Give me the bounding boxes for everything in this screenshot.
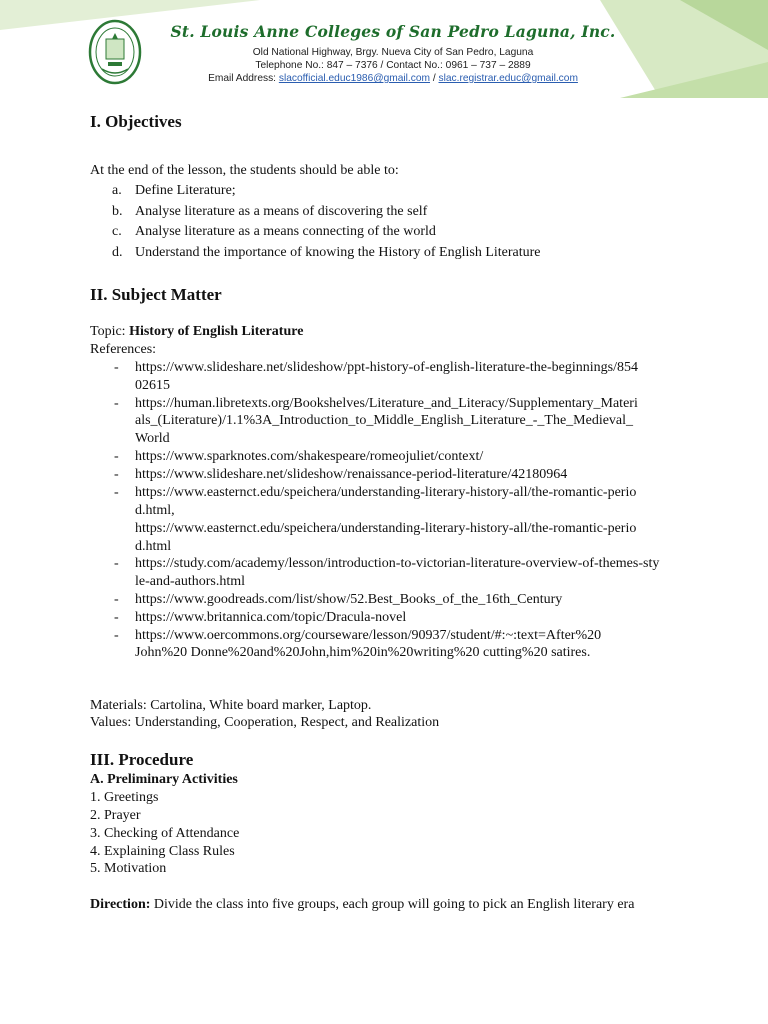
objective-marker: c. bbox=[112, 224, 122, 239]
reference-link-continued[interactable]: https://www.easternct.edu/speichera/understanding-literary-history-all/the-romantic-perio bbox=[135, 521, 637, 536]
email-link-official[interactable]: slacofficial.educ1986@gmail.com bbox=[278, 73, 430, 84]
reference-bullet: - bbox=[114, 449, 119, 464]
topic-line bbox=[90, 323, 303, 341]
letterhead bbox=[0, 0, 768, 98]
objective-text: Understand the importance of knowing the History of English Literature bbox=[135, 245, 541, 260]
reference-link-continued[interactable]: d.html, bbox=[135, 503, 175, 518]
reference-link-continued[interactable]: d.html bbox=[135, 539, 172, 554]
reference-link-continued[interactable]: 02615 bbox=[135, 378, 170, 393]
reference-link[interactable]: https://www.easternct.edu/speichera/understanding-literary-history-all/the-romantic-perio bbox=[135, 485, 637, 500]
activity-item: 2. Prayer bbox=[90, 808, 141, 823]
email-link-registrar[interactable]: slac.registrar.educ@gmail.com bbox=[438, 73, 578, 84]
activity-item: 3. Checking of Attendance bbox=[90, 826, 240, 841]
reference-link[interactable]: https://www.goodreads.com/list/show/52.Best_Books_of_the_16th_Century bbox=[135, 592, 563, 607]
school-address: Old National Highway, Brgy. Nueva City of San Pedro, Laguna bbox=[252, 47, 534, 58]
activity-item: 5. Motivation bbox=[90, 861, 167, 876]
reference-link[interactable]: https://www.slideshare.net/slideshow/renaissance-period-literature/42180964 bbox=[135, 467, 568, 482]
reference-bullet: - bbox=[114, 628, 119, 643]
reference-bullet: - bbox=[114, 610, 119, 625]
reference-bullet: - bbox=[114, 485, 119, 500]
reference-bullet: - bbox=[114, 467, 119, 482]
objective-text: Analyse literature as a means connecting of the world bbox=[135, 224, 436, 239]
preliminary-activities-heading: A. Preliminary Activities bbox=[90, 772, 238, 787]
reference-link[interactable]: https://www.slideshare.net/slideshow/ppt-history-of-english-literature-the-beginnings/854 bbox=[135, 360, 638, 375]
subject-matter-heading: II. Subject Matter bbox=[90, 285, 222, 304]
values-line: Values: Understanding, Cooperation, Respect, and Realization bbox=[90, 715, 440, 730]
reference-link[interactable]: https://www.oercommons.org/courseware/lesson/90937/student/#:~:text=After%20 bbox=[135, 628, 602, 643]
objectives-heading: I. Objectives bbox=[90, 112, 182, 131]
topic-value: History of English Literature bbox=[129, 324, 304, 339]
objective-marker: b. bbox=[112, 204, 123, 219]
topic-label: Topic: bbox=[90, 324, 130, 339]
email-label: Email Address: bbox=[208, 73, 279, 84]
materials-line: Materials: Cartolina, White board marker, Laptop. bbox=[90, 698, 372, 713]
school-telephone: Telephone No.: 847 – 7376 / Contact No.: 0961 – 737 – 2889 bbox=[255, 60, 531, 71]
objective-text: Define Literature; bbox=[135, 183, 236, 198]
school-seal-logo bbox=[88, 19, 142, 85]
activity-item: 4. Explaining Class Rules bbox=[90, 844, 235, 859]
school-email-line bbox=[160, 73, 626, 85]
direction-text: Divide the class into five groups, each group will going to pick an English literary era bbox=[150, 897, 635, 912]
references-label: References: bbox=[90, 342, 157, 357]
objective-marker: d. bbox=[112, 245, 123, 260]
objectives-intro: At the end of the lesson, the students should be able to: bbox=[90, 163, 399, 178]
reference-bullet: - bbox=[114, 396, 119, 411]
reference-link-continued[interactable]: le-and-authors.html bbox=[135, 574, 246, 589]
reference-link-continued[interactable]: John%20 Donne%20and%20John,him%20in%20writing%20 cutting%20 satires. bbox=[135, 645, 591, 660]
reference-link[interactable]: https://study.com/academy/lesson/introduction-to-victorian-literature-overview-of-themes-sty bbox=[135, 556, 660, 571]
objective-text: Analyse literature as a means of discovering the self bbox=[135, 204, 428, 219]
direction-line bbox=[90, 896, 634, 914]
reference-bullet: - bbox=[114, 556, 119, 571]
school-name: St. Louis Anne Colleges of San Pedro Laguna, Inc. bbox=[170, 22, 616, 41]
reference-link-continued[interactable]: als_(Literature)/1.1%3A_Introduction_to_Middle_English_Literature_-_The_Medieval_ bbox=[135, 413, 634, 428]
procedure-heading: III. Procedure bbox=[90, 750, 194, 769]
reference-link[interactable]: https://www.sparknotes.com/shakespeare/romeojuliet/context/ bbox=[135, 449, 484, 464]
direction-label: Direction: bbox=[90, 897, 151, 912]
reference-link[interactable]: https://human.libretexts.org/Bookshelves/Literature_and_Literacy/Supplementary_Materi bbox=[135, 396, 638, 411]
objective-marker: a. bbox=[112, 183, 122, 198]
activity-item: 1. Greetings bbox=[90, 790, 159, 805]
email-separator: / bbox=[430, 73, 439, 84]
reference-link-continued[interactable]: World bbox=[135, 431, 170, 446]
reference-bullet: - bbox=[114, 592, 119, 607]
reference-bullet: - bbox=[114, 360, 119, 375]
reference-link[interactable]: https://www.britannica.com/topic/Dracula-novel bbox=[135, 610, 407, 625]
